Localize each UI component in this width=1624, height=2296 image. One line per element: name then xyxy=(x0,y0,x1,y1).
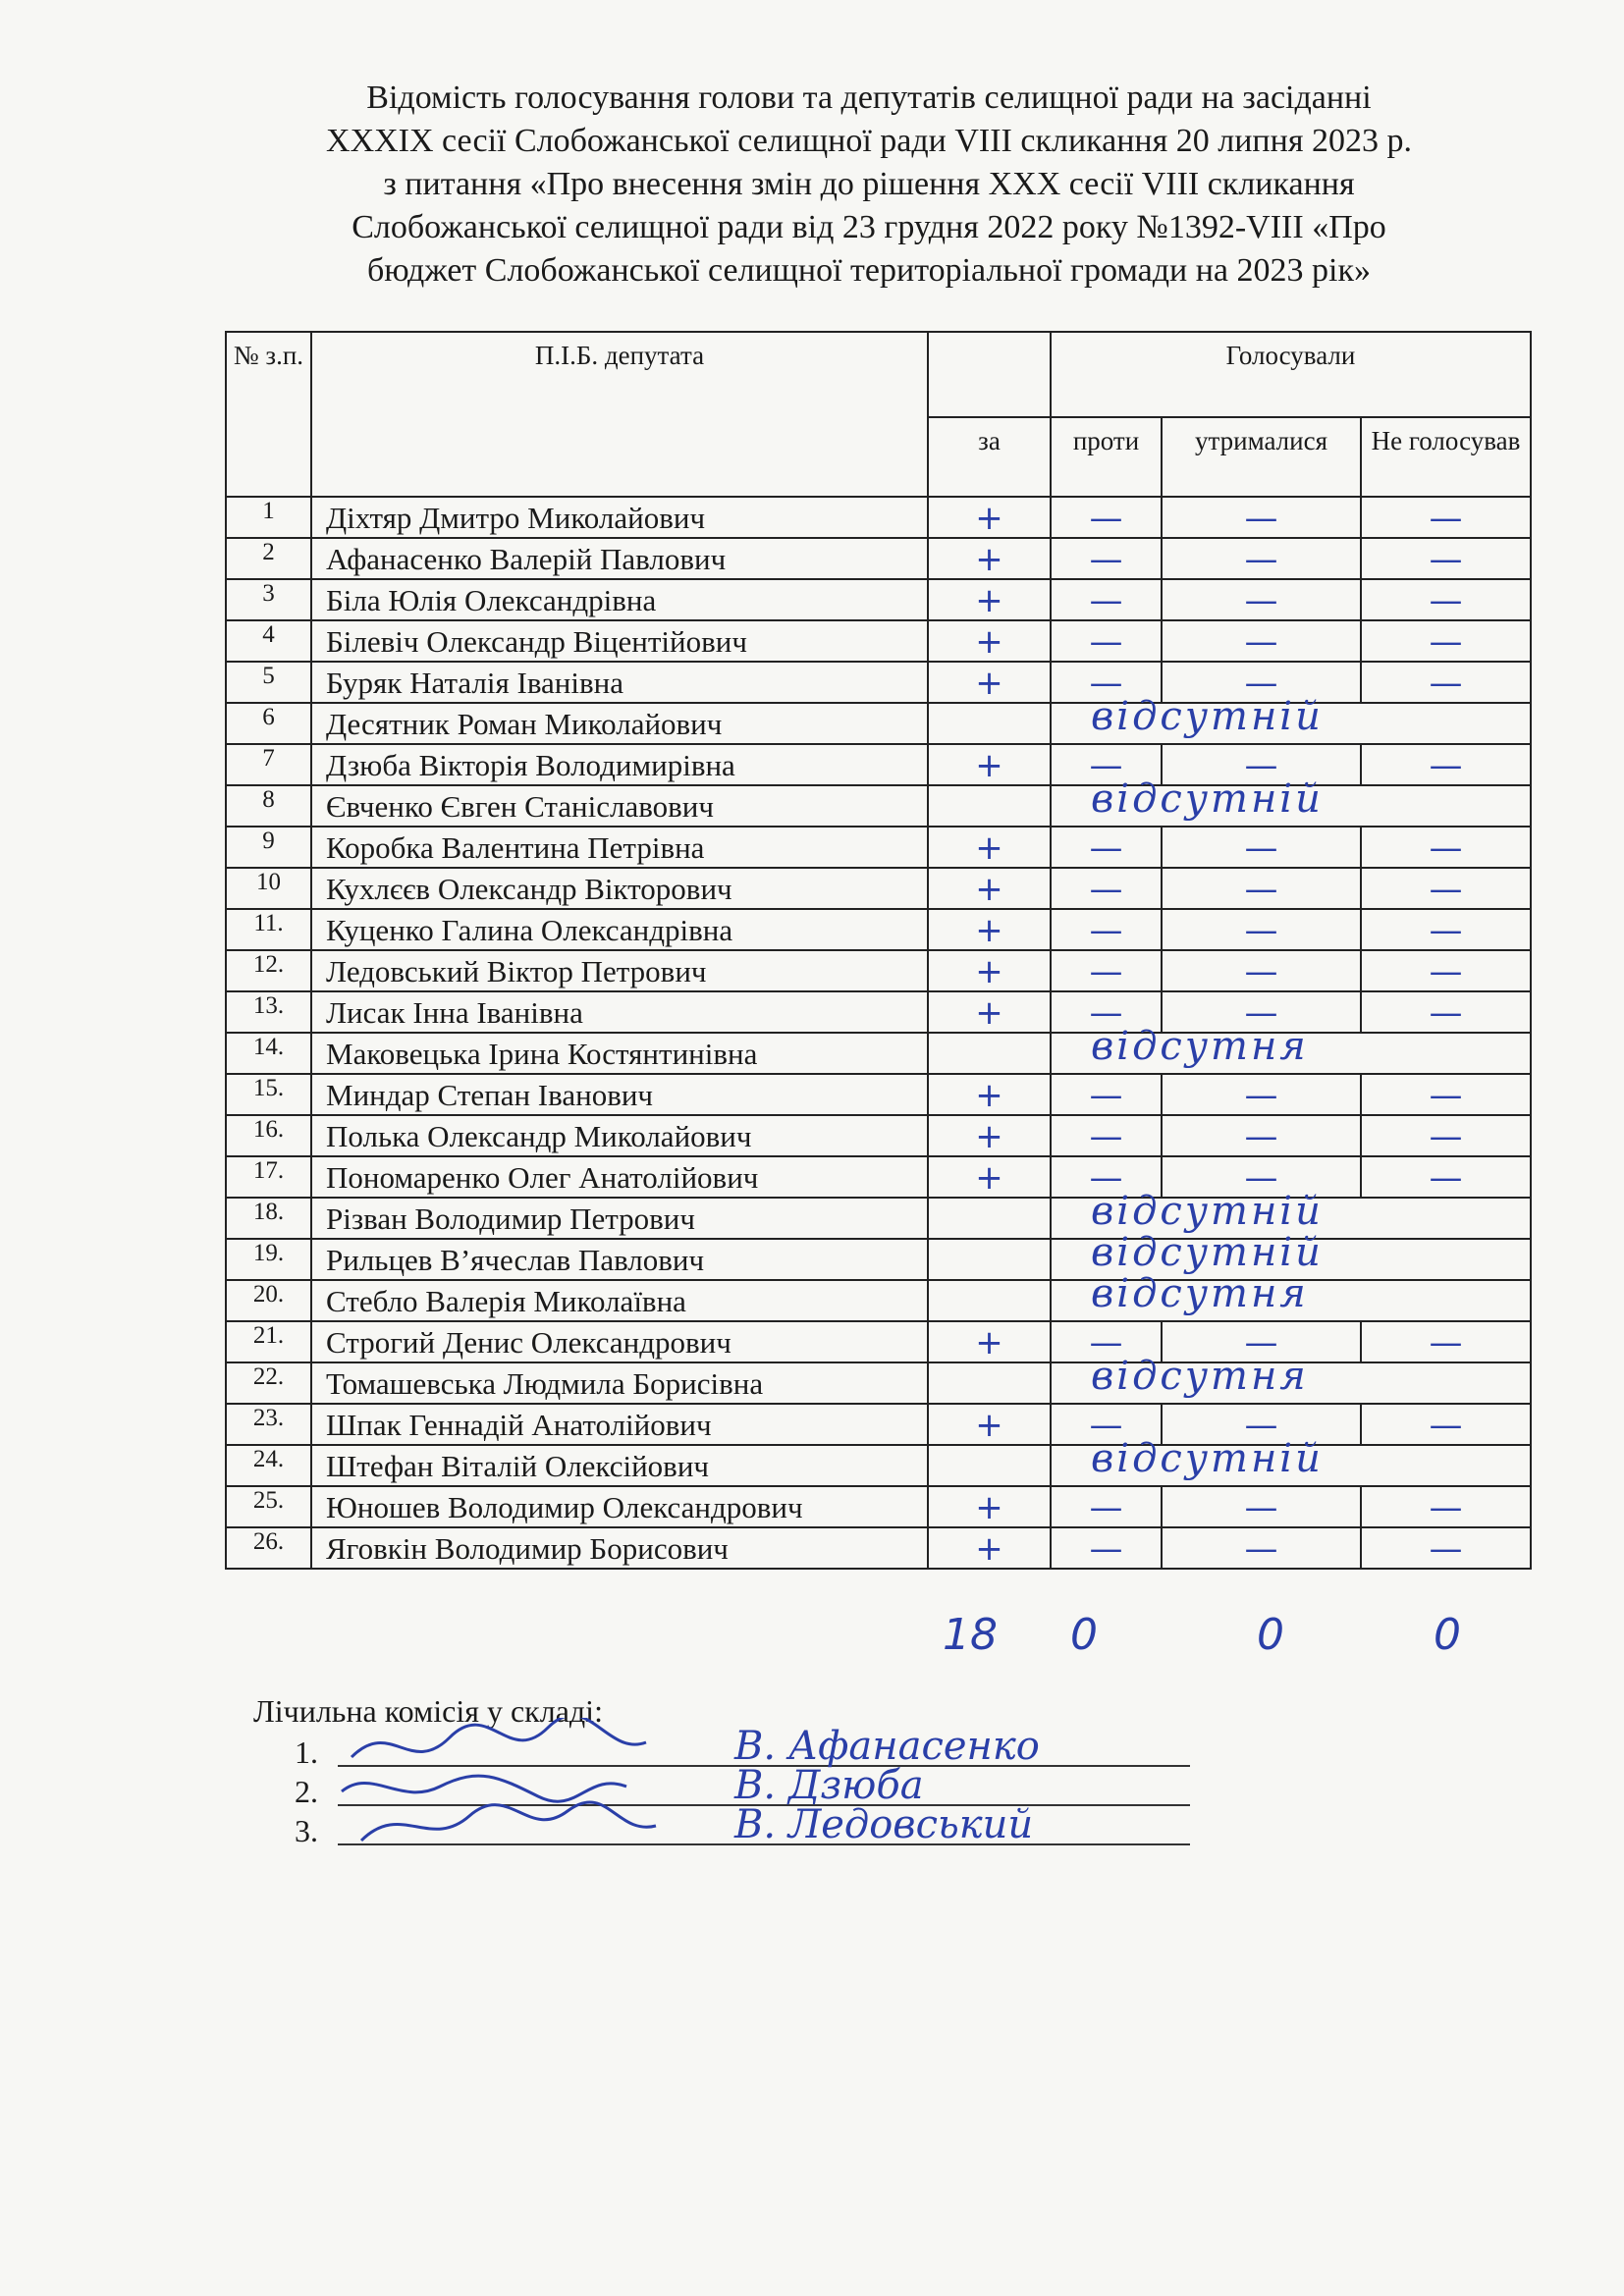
vote-abstained: — xyxy=(1162,620,1361,662)
deputy-name: Строгий Денис Олександрович xyxy=(311,1321,928,1362)
table-row xyxy=(226,1445,1531,1486)
table-row xyxy=(226,909,1531,950)
table-row xyxy=(226,1033,1531,1074)
row-number: 2 xyxy=(226,538,311,579)
deputy-name: Миндар Степан Іванович xyxy=(311,1074,928,1115)
vote-abstained: — xyxy=(1162,1527,1361,1569)
deputy-name: Кухлєєв Олександр Вікторович xyxy=(311,868,928,909)
vote-abstained: — xyxy=(1162,909,1361,950)
vote-against: — xyxy=(1051,744,1162,785)
vote-abstained: — xyxy=(1162,991,1361,1033)
vote-abstained: — xyxy=(1162,868,1361,909)
vote-abstained: — xyxy=(1162,662,1361,703)
deputy-name: Яговкін Володимир Борисович xyxy=(311,1527,928,1569)
row-number: 23. xyxy=(226,1404,311,1445)
vote-against: — xyxy=(1051,1156,1162,1198)
row-number: 12. xyxy=(226,950,311,991)
absent-note: відсутній xyxy=(1091,694,1324,739)
table-row xyxy=(226,1486,1531,1527)
table-body xyxy=(226,497,1531,1569)
absent-note: відсутній xyxy=(1091,1436,1324,1481)
vote-against: — xyxy=(1051,1527,1162,1569)
vote-not-voted: — xyxy=(1361,620,1531,662)
row-number: 9 xyxy=(226,827,311,868)
vote-abstained: — xyxy=(1162,1486,1361,1527)
vote-not-voted: — xyxy=(1361,1527,1531,1569)
table-row xyxy=(226,1074,1531,1115)
vote-for: + xyxy=(928,662,1051,703)
vote-abstained: — xyxy=(1162,1074,1361,1115)
table-row xyxy=(226,662,1531,703)
header-blank xyxy=(928,332,1051,417)
header-against: проти xyxy=(1051,417,1162,497)
deputy-name: Коробка Валентина Петрівна xyxy=(311,827,928,868)
vote-for: + xyxy=(928,497,1051,538)
vote-abstained: — xyxy=(1162,538,1361,579)
title-line: Слобожанської селищної ради від 23 грудня 2022 року №1392-VIII «Про xyxy=(352,209,1386,245)
vote-for: + xyxy=(928,1321,1051,1362)
row-number: 25. xyxy=(226,1486,311,1527)
vote-against: — xyxy=(1051,991,1162,1033)
vote-for: + xyxy=(928,620,1051,662)
deputy-name: Лисак Інна Іванівна xyxy=(311,991,928,1033)
title-line: бюджет Слобожанської селищної територіальної громади на 2023 рік» xyxy=(367,252,1371,289)
vote-against: — xyxy=(1051,538,1162,579)
deputy-name: Євченко Євген Станіславович xyxy=(311,785,928,827)
handwritten-signature xyxy=(332,1796,725,1855)
absent-note-cell xyxy=(1051,1271,1531,1321)
title-line: XXXIX сесії Слобожанської селищної ради VIII скликання 20 липня 2023 р. xyxy=(326,123,1412,159)
deputy-name: Різван Володимир Петрович xyxy=(311,1198,928,1239)
absent-note: відсутня xyxy=(1091,1354,1309,1399)
vote-for: + xyxy=(928,1115,1051,1156)
row-number: 6 xyxy=(226,703,311,744)
vote-for xyxy=(928,1033,1051,1074)
vote-for xyxy=(928,1239,1051,1280)
row-number: 8 xyxy=(226,785,311,827)
vote-abstained: — xyxy=(1162,1115,1361,1156)
deputy-name: Дзюба Вікторія Володимирівна xyxy=(311,744,928,785)
vote-not-voted: — xyxy=(1361,1156,1531,1198)
vote-not-voted: — xyxy=(1361,538,1531,579)
vote-for xyxy=(928,1362,1051,1404)
table-row xyxy=(226,1198,1531,1239)
deputy-name: Буряк Наталія Іванівна xyxy=(311,662,928,703)
row-number: 13. xyxy=(226,991,311,1033)
absent-note: відсутня xyxy=(1091,1024,1309,1069)
vote-for: + xyxy=(928,991,1051,1033)
row-number: 17. xyxy=(226,1156,311,1198)
vote-abstained: — xyxy=(1162,579,1361,620)
vote-for: + xyxy=(928,1404,1051,1445)
row-number: 15. xyxy=(226,1074,311,1115)
document-title xyxy=(255,77,1483,293)
vote-against: — xyxy=(1051,620,1162,662)
vote-abstained: — xyxy=(1162,1404,1361,1445)
title-line: Відомість голосування голови та депутатів селищної ради на засіданні xyxy=(366,80,1372,116)
deputy-name: Десятник Роман Миколайович xyxy=(311,703,928,744)
table-row xyxy=(226,703,1531,744)
voting-table xyxy=(225,331,1532,1570)
absent-note-cell xyxy=(1051,1354,1531,1404)
deputy-name: Афанасенко Валерій Павлович xyxy=(311,538,928,579)
vote-for xyxy=(928,1198,1051,1239)
header-abstained: утрималися xyxy=(1162,417,1361,497)
header-not-voted: Не голосував xyxy=(1361,417,1531,497)
vote-abstained: — xyxy=(1162,827,1361,868)
row-number: 20. xyxy=(226,1280,311,1321)
vote-for xyxy=(928,1445,1051,1486)
vote-not-voted: — xyxy=(1361,497,1531,538)
vote-not-voted: — xyxy=(1361,827,1531,868)
vote-against: — xyxy=(1051,1486,1162,1527)
totals-row xyxy=(0,1610,1624,1669)
row-number: 24. xyxy=(226,1445,311,1486)
deputy-name: Куценко Галина Олександрівна xyxy=(311,909,928,950)
member-name: В. Ледовський xyxy=(734,1802,1034,1847)
vote-against: — xyxy=(1051,950,1162,991)
total-abstained: 0 xyxy=(1257,1610,1284,1660)
row-number: 5 xyxy=(226,662,311,703)
vote-for xyxy=(928,703,1051,744)
member-number: 3. xyxy=(295,1813,318,1848)
vote-against: — xyxy=(1051,827,1162,868)
row-number: 11. xyxy=(226,909,311,950)
deputy-name: Біла Юлія Олександрівна xyxy=(311,579,928,620)
table-row xyxy=(226,950,1531,991)
deputy-name: Рильцев В’ячеслав Павлович xyxy=(311,1239,928,1280)
vote-abstained: — xyxy=(1162,744,1361,785)
vote-against: — xyxy=(1051,662,1162,703)
vote-not-voted: — xyxy=(1361,579,1531,620)
deputy-name: Штефан Віталій Олексійович xyxy=(311,1445,928,1486)
table-row xyxy=(226,785,1531,827)
deputy-name: Полька Олександр Миколайович xyxy=(311,1115,928,1156)
total-against: 0 xyxy=(1070,1610,1098,1660)
vote-for: + xyxy=(928,1156,1051,1198)
vote-not-voted: — xyxy=(1361,662,1531,703)
vote-not-voted: — xyxy=(1361,1074,1531,1115)
table-row xyxy=(226,744,1531,785)
header-voted: Голосували xyxy=(1051,332,1531,417)
commission-label: Лічильна комісія у складі: xyxy=(253,1693,603,1729)
row-number: 1 xyxy=(226,497,311,538)
header-number: № з.п. xyxy=(226,332,311,497)
table-row xyxy=(226,1527,1531,1569)
vote-against: — xyxy=(1051,1074,1162,1115)
vote-not-voted: — xyxy=(1361,1115,1531,1156)
row-number: 22. xyxy=(226,1362,311,1404)
vote-for: + xyxy=(928,1486,1051,1527)
vote-not-voted: — xyxy=(1361,909,1531,950)
vote-against: — xyxy=(1051,1404,1162,1445)
deputy-name: Ледовський Віктор Петрович xyxy=(311,950,928,991)
deputy-name: Діхтяр Дмитро Миколайович xyxy=(311,497,928,538)
deputy-name: Томашевська Людмила Борисівна xyxy=(311,1362,928,1404)
member-name: В. Афанасенко xyxy=(734,1724,1040,1769)
vote-not-voted: — xyxy=(1361,744,1531,785)
absent-note-cell xyxy=(1051,1024,1531,1074)
title-line: з питання «Про внесення змін до рішення XXX сесії VIII скликання xyxy=(383,166,1355,202)
vote-against: — xyxy=(1051,497,1162,538)
table-row xyxy=(226,1115,1531,1156)
vote-for: + xyxy=(928,950,1051,991)
vote-not-voted: — xyxy=(1361,868,1531,909)
table-row xyxy=(226,1321,1531,1362)
vote-for: + xyxy=(928,579,1051,620)
table-row xyxy=(226,1404,1531,1445)
row-number: 26. xyxy=(226,1527,311,1569)
row-number: 3 xyxy=(226,579,311,620)
vote-abstained: — xyxy=(1162,950,1361,991)
absent-note-cell xyxy=(1051,776,1531,827)
table-row xyxy=(226,1280,1531,1321)
vote-for: + xyxy=(928,868,1051,909)
absent-note-cell xyxy=(1051,1436,1531,1486)
absent-note: відсутній xyxy=(1091,1189,1324,1234)
table-row xyxy=(226,1362,1531,1404)
deputy-name: Маковецька Ірина Костянтинівна xyxy=(311,1033,928,1074)
member-number: 1. xyxy=(295,1735,318,1770)
deputy-name: Шпак Геннадій Анатолійович xyxy=(311,1404,928,1445)
header-name: П.І.Б. депутата xyxy=(311,332,928,497)
vote-against: — xyxy=(1051,579,1162,620)
row-number: 4 xyxy=(226,620,311,662)
deputy-name: Стебло Валерія Миколаївна xyxy=(311,1280,928,1321)
table-row xyxy=(226,620,1531,662)
commission-member xyxy=(253,1802,1034,1849)
total-for: 18 xyxy=(943,1610,998,1660)
header-for: за xyxy=(928,417,1051,497)
vote-for: + xyxy=(928,909,1051,950)
row-number: 14. xyxy=(226,1033,311,1074)
member-name: В. Дзюба xyxy=(734,1763,924,1808)
absent-note: відсутній xyxy=(1091,1230,1324,1275)
vote-not-voted: — xyxy=(1361,950,1531,991)
absent-note-cell xyxy=(1051,694,1531,744)
vote-not-voted: — xyxy=(1361,1321,1531,1362)
table-row xyxy=(226,868,1531,909)
deputy-name: Білевіч Олександр Віцентійович xyxy=(311,620,928,662)
vote-for: + xyxy=(928,744,1051,785)
vote-for: + xyxy=(928,1074,1051,1115)
vote-not-voted: — xyxy=(1361,1404,1531,1445)
row-number: 7 xyxy=(226,744,311,785)
vote-for xyxy=(928,785,1051,827)
vote-not-voted: — xyxy=(1361,991,1531,1033)
vote-abstained: — xyxy=(1162,1156,1361,1198)
absent-note: відсутня xyxy=(1091,1271,1309,1316)
counting-commission xyxy=(253,1690,1040,1849)
row-number: 16. xyxy=(226,1115,311,1156)
table-row xyxy=(226,579,1531,620)
absent-note: відсутній xyxy=(1091,776,1324,822)
member-number: 2. xyxy=(295,1774,318,1809)
vote-against: — xyxy=(1051,909,1162,950)
vote-for: + xyxy=(928,1527,1051,1569)
vote-for xyxy=(928,1280,1051,1321)
row-number: 10 xyxy=(226,868,311,909)
vote-abstained: — xyxy=(1162,497,1361,538)
row-number: 21. xyxy=(226,1321,311,1362)
table-row xyxy=(226,1239,1531,1280)
table-row xyxy=(226,827,1531,868)
total-not-voted: 0 xyxy=(1434,1610,1461,1660)
table-row xyxy=(226,1156,1531,1198)
deputy-name: Юношев Володимир Олександрович xyxy=(311,1486,928,1527)
row-number: 19. xyxy=(226,1239,311,1280)
vote-for: + xyxy=(928,827,1051,868)
table-row xyxy=(226,538,1531,579)
vote-not-voted: — xyxy=(1361,1486,1531,1527)
vote-against: — xyxy=(1051,868,1162,909)
row-number: 18. xyxy=(226,1198,311,1239)
table-row xyxy=(226,991,1531,1033)
vote-against: — xyxy=(1051,1115,1162,1156)
vote-abstained: — xyxy=(1162,1321,1361,1362)
vote-against: — xyxy=(1051,1321,1162,1362)
vote-for: + xyxy=(928,538,1051,579)
table-row xyxy=(226,497,1531,538)
deputy-name: Пономаренко Олег Анатолійович xyxy=(311,1156,928,1198)
